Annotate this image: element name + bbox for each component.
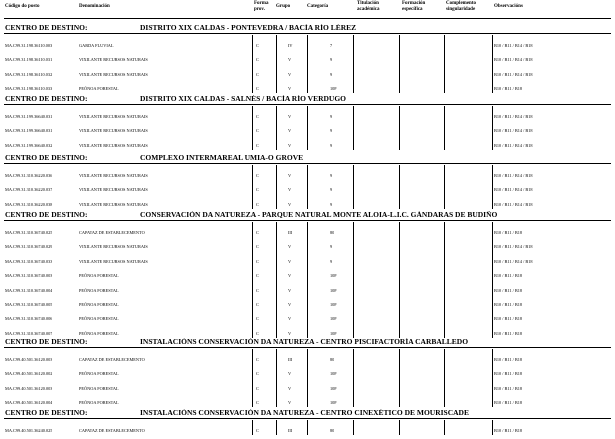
header-denominacion: Denominación — [79, 4, 110, 9]
row-grupo: III — [288, 428, 293, 433]
row-code: MA.C99.40.501.36120.003 — [5, 385, 53, 391]
header-grupo: Grupo — [276, 4, 291, 9]
row-denomination: CAPATAZ DE ESTABLECEMENTO — [79, 357, 145, 362]
center-label: CENTRO DE DESTINO: — [5, 211, 88, 218]
row-forma: C — [256, 258, 259, 264]
row-observaciones: B10 / B11 / B18 — [494, 316, 523, 322]
row-categoria: 9 — [330, 71, 333, 77]
row-observaciones: B10 / B11 / B18 — [494, 330, 523, 336]
row-forma: C — [256, 244, 259, 250]
row-denomination: PEÓNOA FORESTAL — [79, 316, 119, 322]
column-rule — [399, 420, 400, 435]
row-denomination: PEÓNOA FORESTAL — [79, 371, 119, 377]
row-code: MA.C99.31.199.36640.032 — [5, 142, 53, 148]
row-grupo: V — [288, 400, 292, 406]
section-rule — [4, 163, 611, 164]
column-rule — [276, 106, 277, 150]
row-grupo: V — [288, 187, 292, 193]
row-categoria: 80 — [330, 428, 335, 433]
row-denomination: VIXILANTE RECURSOS NATURAIS — [79, 173, 148, 178]
row-forma: C — [256, 230, 259, 235]
row-code: MA.C99.31.198.36110.031 — [5, 57, 53, 63]
row-grupo: V — [288, 244, 292, 250]
row-grupo: V — [288, 114, 292, 119]
row-code: MA.C99.31.310.36740.006 — [5, 316, 53, 322]
row-categoria: 9 — [330, 57, 333, 63]
row-denomination: VIXILANTE RECURSOS NATURAIS — [79, 142, 148, 148]
column-rule — [492, 165, 493, 209]
column-rule — [276, 349, 277, 407]
center-name: COMPLEXO INTERMAREAL UMIA-O GROVE — [140, 154, 304, 161]
center-name: DISTRITO XIX CALDAS - PONTEVEDRA / BACÍA RÍO LÉREZ — [140, 24, 357, 31]
row-categoria: 9 — [330, 258, 333, 264]
row-code: MA.C99.31.198.36110.032 — [5, 71, 53, 77]
column-rule — [252, 420, 253, 435]
header-categoria: Categoría — [307, 4, 329, 9]
row-code: MA.C99.31.310.36740.007 — [5, 330, 53, 336]
column-rule — [252, 35, 253, 93]
row-forma: C — [256, 71, 259, 77]
row-observaciones: B10 / B11 / B14 / B18 — [494, 201, 533, 207]
row-categoria: 9 — [330, 201, 333, 207]
column-rule — [353, 222, 354, 338]
row-forma: C — [256, 400, 259, 406]
column-rule — [444, 165, 445, 209]
row-code: MA.C99.31.198.36110.003 — [5, 43, 53, 48]
row-grupo: IV — [288, 43, 293, 48]
section-rule — [4, 104, 611, 105]
row-forma: C — [256, 357, 259, 362]
column-rule — [353, 349, 354, 407]
row-code: MA.C99.40.501.36120.003 — [5, 357, 53, 362]
section-rule — [4, 33, 611, 34]
row-grupo: III — [288, 357, 293, 362]
column-rule — [399, 222, 400, 338]
row-denomination: PEÓNOA FORESTAL — [79, 385, 119, 391]
center-label: CENTRO DE DESTINO: — [5, 154, 88, 161]
row-categoria: 10F — [330, 330, 337, 336]
row-grupo: V — [288, 258, 292, 264]
column-rule — [492, 106, 493, 150]
row-observaciones: B10 / B11 / B18 — [494, 287, 523, 293]
row-forma: C — [256, 316, 259, 322]
column-rule — [353, 35, 354, 93]
row-observaciones: B10 / B11 / B14 / B18 — [494, 258, 533, 264]
row-observaciones: B10 / B11 / B18 — [494, 400, 523, 406]
row-grupo: V — [288, 201, 292, 207]
row-code: MA.C99.31.310.36740.025 — [5, 230, 53, 235]
section-rule — [4, 418, 611, 419]
column-rule — [444, 106, 445, 150]
row-forma: C — [256, 142, 259, 148]
column-rule — [353, 420, 354, 435]
row-observaciones: B10 / B11 / B14 / B18 — [494, 43, 533, 48]
row-grupo: V — [288, 273, 292, 279]
row-code: MA.C99.40.501.36240.025 — [5, 428, 53, 433]
column-rule — [353, 165, 354, 209]
row-denomination: VIXILANTE RECURSOS NATURAIS — [79, 114, 148, 119]
row-grupo: III — [288, 230, 293, 235]
column-rule — [492, 420, 493, 435]
header-forma: Forma prov. — [254, 1, 269, 12]
row-denomination: CAPATAZ DE ESTABLECEMENTO — [79, 230, 145, 235]
row-grupo: V — [288, 302, 292, 307]
table-header — [0, 0, 615, 20]
column-rule — [444, 420, 445, 435]
row-categoria: 9 — [330, 128, 333, 134]
row-forma: C — [256, 428, 259, 433]
row-categoria: 10F — [330, 86, 337, 92]
row-forma: C — [256, 128, 259, 134]
row-code: MA.C99.31.310.36740.004 — [5, 287, 53, 293]
center-label: CENTRO DE DESTINO: — [5, 338, 88, 345]
row-grupo: V — [288, 71, 292, 77]
center-label: CENTRO DE DESTINO: — [5, 24, 88, 31]
row-observaciones: B10 / B11 / B18 — [494, 86, 523, 92]
row-grupo: V — [288, 86, 292, 92]
row-denomination: VIXILANTE RECURSOS NATURAIS — [79, 71, 148, 77]
row-denomination: GARDA FLUVIAL — [79, 43, 114, 48]
center-name: DISTRITO XIX CALDAS - SALNÉS / BACÍA RÍO VERDUGO — [140, 95, 347, 102]
row-forma: C — [256, 57, 259, 63]
row-denomination: PEÓNOA FORESTAL — [79, 273, 119, 279]
row-categoria: 9 — [330, 142, 333, 148]
row-observaciones: B10 / B11 / B14 / B18 — [494, 187, 533, 193]
row-grupo: V — [288, 371, 292, 377]
row-code: MA.C99.31.310.36220.037 — [5, 187, 53, 193]
column-rule — [444, 35, 445, 93]
column-rule — [492, 222, 493, 338]
row-grupo: V — [288, 287, 292, 293]
row-categoria: 7 — [330, 43, 333, 48]
row-forma: C — [256, 187, 259, 193]
header-formacion: Formación específica — [402, 1, 426, 12]
row-grupo: V — [288, 385, 292, 391]
row-categoria: 10F — [330, 400, 337, 406]
row-categoria: 80 — [330, 357, 335, 362]
row-observaciones: B10 / B11 / B18 — [494, 230, 523, 235]
row-denomination: CAPATAZ DE ESTABLECEMENTO — [79, 428, 145, 433]
row-code: MA.C99.31.310.36740.003 — [5, 273, 53, 279]
column-rule — [444, 349, 445, 407]
column-rule — [399, 35, 400, 93]
row-categoria: 80 — [330, 230, 335, 235]
row-grupo: V — [288, 57, 292, 63]
column-rule — [399, 106, 400, 150]
section-rule — [4, 347, 611, 348]
row-observaciones: B10 / B11 / B18 — [494, 371, 523, 377]
row-observaciones: B10 / B11 / B18 — [494, 357, 523, 362]
row-denomination: VIXILANTE RECURSOS NATURAIS — [79, 201, 148, 207]
row-code: MA.C99.31.310.36740.033 — [5, 258, 53, 264]
column-rule — [307, 349, 308, 407]
row-observaciones: B10 / B11 / B14 / B18 — [494, 142, 533, 148]
row-grupo: V — [288, 142, 292, 148]
row-code: MA.C99.31.199.36640.031 — [5, 128, 53, 134]
row-denomination: VIXILANTE RECURSOS NATURAIS — [79, 244, 148, 250]
column-rule — [252, 106, 253, 150]
column-rule — [276, 165, 277, 209]
column-rule — [276, 420, 277, 435]
column-rule — [492, 349, 493, 407]
row-categoria: 10F — [330, 302, 337, 307]
center-label: CENTRO DE DESTINO: — [5, 409, 88, 416]
row-code: MA.C99.31.310.36220.036 — [5, 173, 53, 178]
row-grupo: V — [288, 330, 292, 336]
row-categoria: 10F — [330, 287, 337, 293]
row-denomination: VIXILANTE RECURSOS NATURAIS — [79, 128, 148, 134]
row-observaciones: B10 / B11 / B14 / B18 — [494, 128, 533, 134]
row-forma: C — [256, 201, 259, 207]
row-code: MA.C99.40.501.36120.004 — [5, 400, 53, 406]
column-rule — [399, 165, 400, 209]
row-observaciones: B10 / B11 / B18 — [494, 273, 523, 279]
row-denomination: PEÓNOA FORESTAL — [79, 400, 119, 406]
row-forma: C — [256, 173, 259, 178]
row-categoria: 9 — [330, 173, 333, 178]
column-rule — [252, 165, 253, 209]
row-denomination: PEÓNOA FORESTAL — [79, 302, 119, 307]
section-rule — [4, 220, 611, 221]
row-grupo: V — [288, 128, 292, 134]
row-denomination: PEÓNOA FORESTAL — [79, 330, 119, 336]
row-denomination: PEÓNOA FORESTAL — [79, 86, 119, 92]
column-rule — [492, 35, 493, 93]
row-forma: C — [256, 273, 259, 279]
center-name: INSTALACIÓNS CONSERVACIÓN DA NATUREZA - CENTRO PISCIFACTORÍA CARBALLEDO — [140, 338, 469, 345]
row-observaciones: B10 / B11 / B18 — [494, 302, 523, 307]
column-rule — [307, 35, 308, 93]
row-categoria: 10F — [330, 385, 337, 391]
row-forma: C — [256, 86, 259, 92]
row-forma: C — [256, 43, 259, 48]
row-code: MA.C99.31.310.36220.038 — [5, 201, 53, 207]
column-rule — [276, 35, 277, 93]
row-code: MA.C99.31.198.36110.033 — [5, 86, 53, 92]
row-forma: C — [256, 287, 259, 293]
row-denomination: VIXILANTE RECURSOS NATURAIS — [79, 187, 148, 193]
column-rule — [307, 420, 308, 435]
row-code: MA.C99.31.310.36740.005 — [5, 302, 53, 307]
row-forma: C — [256, 114, 259, 119]
column-rule — [307, 165, 308, 209]
header-observaciones: Observacións — [494, 4, 523, 9]
row-categoria: 10F — [330, 371, 337, 377]
row-forma: C — [256, 385, 259, 391]
row-denomination: PEÓNOA FORESTAL — [79, 287, 119, 293]
header-titulacion: Titulación académica — [357, 1, 380, 12]
column-rule — [276, 222, 277, 338]
column-rule — [252, 349, 253, 407]
column-rule — [399, 349, 400, 407]
row-code: MA.C99.40.501.36120.002 — [5, 371, 53, 377]
row-observaciones: B10 / B11 / B14 / B18 — [494, 71, 533, 77]
row-grupo: V — [288, 316, 292, 322]
row-code: MA.C99.31.310.36740.029 — [5, 244, 53, 250]
center-label: CENTRO DE DESTINO: — [5, 95, 88, 102]
row-denomination: VIXILANTE RECURSOS NATURAIS — [79, 258, 148, 264]
center-name: INSTALACIÓNS CONSERVACIÓN DA NATUREZA - CENTRO CINEXÉTICO DE MOURISCADE — [140, 409, 469, 416]
column-rule — [252, 222, 253, 338]
header-complemento: Complemento singularidade — [446, 1, 476, 12]
column-rule — [444, 222, 445, 338]
row-categoria: 9 — [330, 244, 333, 250]
row-categoria: 9 — [330, 114, 333, 119]
header-rule — [4, 18, 611, 19]
row-observaciones: B10 / B11 / B14 / B18 — [494, 244, 533, 250]
row-categoria: 10F — [330, 316, 337, 322]
center-name: CONSERVACIÓN DA NATUREZA - PARQUE NATURAL MONTE ALOIA-L.I.C. GÁNDARAS DE BUDIÑO — [140, 211, 498, 218]
row-categoria: 10F — [330, 273, 337, 279]
column-rule — [307, 222, 308, 338]
column-rule — [307, 106, 308, 150]
row-forma: C — [256, 302, 259, 307]
header-codigo: Código do posto — [5, 4, 40, 9]
column-rule — [353, 106, 354, 150]
row-denomination: VIXILANTE RECURSOS NATURAIS — [79, 57, 148, 63]
row-code: MA.C99.31.199.36640.031 — [5, 114, 53, 119]
row-observaciones: B10 / B11 / B14 / B18 — [494, 114, 533, 119]
row-observaciones: B10 / B11 / B14 / B18 — [494, 57, 533, 63]
row-grupo: V — [288, 173, 292, 178]
row-observaciones: B10 / B11 / B18 — [494, 385, 523, 391]
row-categoria: 9 — [330, 187, 333, 193]
row-forma: C — [256, 371, 259, 377]
row-forma: C — [256, 330, 259, 336]
row-observaciones: B10 / B11 / B14 / B18 — [494, 173, 533, 178]
row-observaciones: B10 / B11 / B18 — [494, 428, 523, 433]
